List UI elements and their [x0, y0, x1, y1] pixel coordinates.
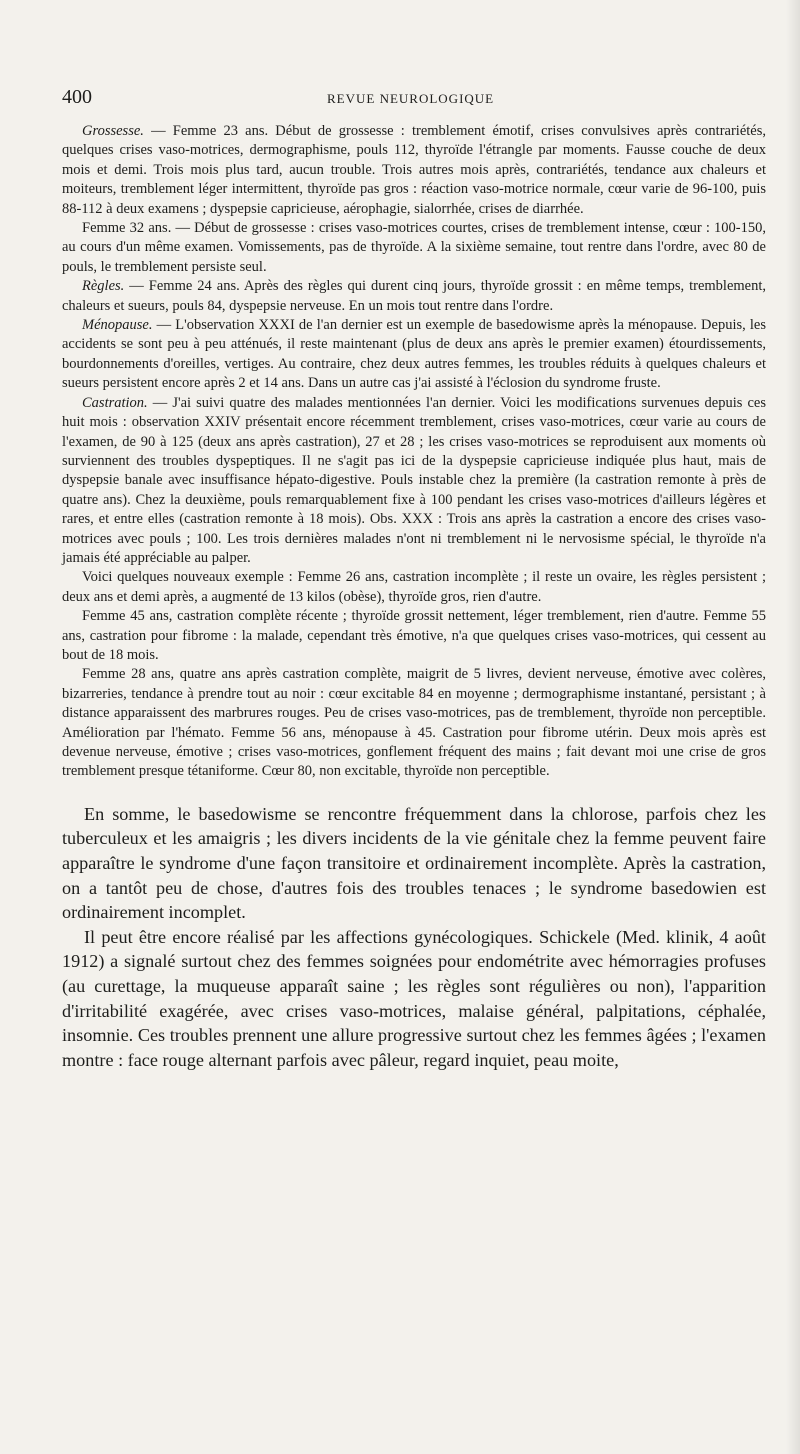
- paragraph-text: Femme 28 ans, quatre ans après castration complète, maigrit de 5 livres, devient nerveuse, émotive avec colères, bizarreries, tendance à prendre tout au noir : cœur excitable 84 en moyenne ; dermographisme instantané, persistant ; à distance apparaissent des marbrures rouges. Peu de crises vaso-motrices, pas de tremblement, thyroïde non perceptible. Amélioration par l'hémato. Femme 56 ans, ménopause à 45. Castration pour fibrome utérin. Deux mois après est devenue nerveuse, émotive ; crises vaso-motrices, gonflement fréquent des mains ; fait devant moi une crise de gros tremblement presque tétaniforme. Cœur 80, non excitable, thyroïde non perceptible.: [62, 666, 766, 780]
- running-title: REVUE NEUROLOGIQUE: [327, 91, 495, 106]
- paragraph-femme-28: [62, 665, 766, 781]
- paragraph-lead: Règles.: [82, 278, 125, 295]
- paragraph-lead: Ménopause.: [82, 317, 153, 334]
- paragraph-text: Femme 45 ans, castration complète récente ; thyroïde grossit nettement, léger tremblement, rien d'autre. Femme 55 ans, castration pour fibrome : la malade, cependant très émotive, n'a que quelques crises vaso-motrices, qui cessent au bout de 18 mois.: [62, 608, 766, 663]
- observations-section: [62, 122, 766, 782]
- paragraph-femme-45: [62, 607, 766, 665]
- paragraph-text: — L'observation XXXI de l'an dernier est un exemple de basedowisme après la ménopause. Depuis, les accidents se sont peu à peu atténués, il reste maintenant (plus de deux ans après le premier examen) étourdissements, bourdonnements d'oreilles, vertiges. Au contraire, chez deux autres femmes, les troubles réduits à quelques chaleurs et sueurs persistent encore après 2 et 14 ans. Dans un autre cas j'ai assisté à l'éclosion du syndrome fruste.: [62, 317, 766, 392]
- paragraph-text: — J'ai suivi quatre des malades mentionnées l'an dernier. Voici les modifications survenues depuis ces huit mois : observation XXIV présentait encore récemment tremblement, crises vaso-motrices, cœur varie au cours de l'examen, de 90 à 125 (deux ans après castration), 27 et 28 ; les crises vaso-motrices se reproduisent aux moments où surviennent des troubles dyspeptiques. Il ne s'agit pas ici de la dyspepsie capricieuse indiquée plus haut, mais de dyspepsie banale avec insuffisance hépato-digestive. Pouls instable chez la première (la castration remonte à près de quatre ans). Chez la deuxième, pouls remarquablement fixe à 100 pendant les crises vaso-motrices d'ailleurs légères et rares, et entre elles (castration remonte à 18 mois). Obs. XXX : Trois ans après la castration a encore des crises vaso-motrices avec pouls ; 100. Les trois dernières malades n'ont ni tremblement ni le nervosisme spécial, le thyroïde n'a jamais été appréciable au palper.: [62, 394, 766, 566]
- paragraph-text: — Femme 23 ans. Début de grossesse : tremblement émotif, crises convulsives après contrariétés, quelques crises vaso-motrices, dermographisme, pouls 112, thyroïde l'étrangle par moments. Fausse couche de deux mois et demi. Trois mois plus tard, aucun trouble. Trois autres mois après, contrariétés, tendance aux chaleurs et moiteurs, tremblement léger intermittent, thyroïde pas gros : réaction vaso-motrice normale, cœur varie de 96-100, puis 88-112 à deux examens ; dyspepsie capricieuse, aérophagie, sialorrhée, crises de diarrhée.: [62, 123, 766, 217]
- paragraph-text: — Femme 24 ans. Après des règles qui durent cinq jours, thyroïde grossit : en même temps, tremblement, chaleurs et sueurs, pouls 84, dyspepsie nerveuse. En un mois tout rentre dans l'ordre.: [62, 278, 766, 314]
- paragraph-text: Femme 32 ans. — Début de grossesse : crises vaso-motrices courtes, crises de tremblement intense, cœur : 100-150, au cours d'un même examen. Vomissements, pas de thyroïde. A la sixième semaine, tout rentre dans l'ordre, avec 80 de pouls, le tremblement persiste seul.: [62, 220, 766, 275]
- paragraph-text: Voici quelques nouveaux exemple : Femme 26 ans, castration incomplète ; il reste un ovaire, les règles persistent ; deux ans et demi après, a augmenté de 13 kilos (obèse), thyroïde gros, rien d'autre.: [62, 569, 766, 605]
- conclusion-section: [62, 802, 766, 1073]
- paragraph-castration: [62, 394, 766, 569]
- paragraph-lead: Grossesse.: [82, 123, 144, 139]
- paragraph-menopause: [62, 316, 766, 394]
- paragraph-regles: [62, 277, 766, 316]
- page-number: 400: [62, 86, 92, 108]
- paragraph-nouveaux-exemples: [62, 568, 766, 607]
- page-header: [62, 86, 766, 120]
- paragraph-en-somme: En somme, le basedowisme se rencontre fréquemment dans la chlorose, parfois chez les tuberculeux et les amaigris ; les divers incidents de la vie génitale chez la femme peuvent faire apparaître le syndrome d'une façon transitoire et ordinairement incomplète. Après la castration, on a tantôt peu de chose, d'autres fois des troubles tenaces ; le syndrome basedowien est ordinairement incomplet.: [62, 803, 766, 923]
- page-spine-shadow: [786, 0, 800, 1454]
- paragraph-femme-32: [62, 219, 766, 277]
- paragraph-lead: Castration.: [82, 394, 148, 411]
- paragraph-affections-gynecologiques: Il peut être encore réalisé par les affections gynécologiques. Schickele (Med. klinik, 4 août 1912) a signalé surtout chez des femmes soignées pour endométrite avec hémorragies profuses (au curettage, la muqueuse apparaît saine ; les règles sont régulières ou non), l'apparition d'irritabilité exagérée, avec crises vaso-motrices, malaise général, palpitations, céphalée, insomnie. Ces troubles prennent une allure progressive surtout chez les femmes âgées ; l'examen montre : face rouge alternant parfois avec pâleur, regard inquiet, peau moite,: [62, 926, 766, 1070]
- document-page: [62, 86, 766, 1072]
- paragraph-grossesse: [62, 122, 766, 219]
